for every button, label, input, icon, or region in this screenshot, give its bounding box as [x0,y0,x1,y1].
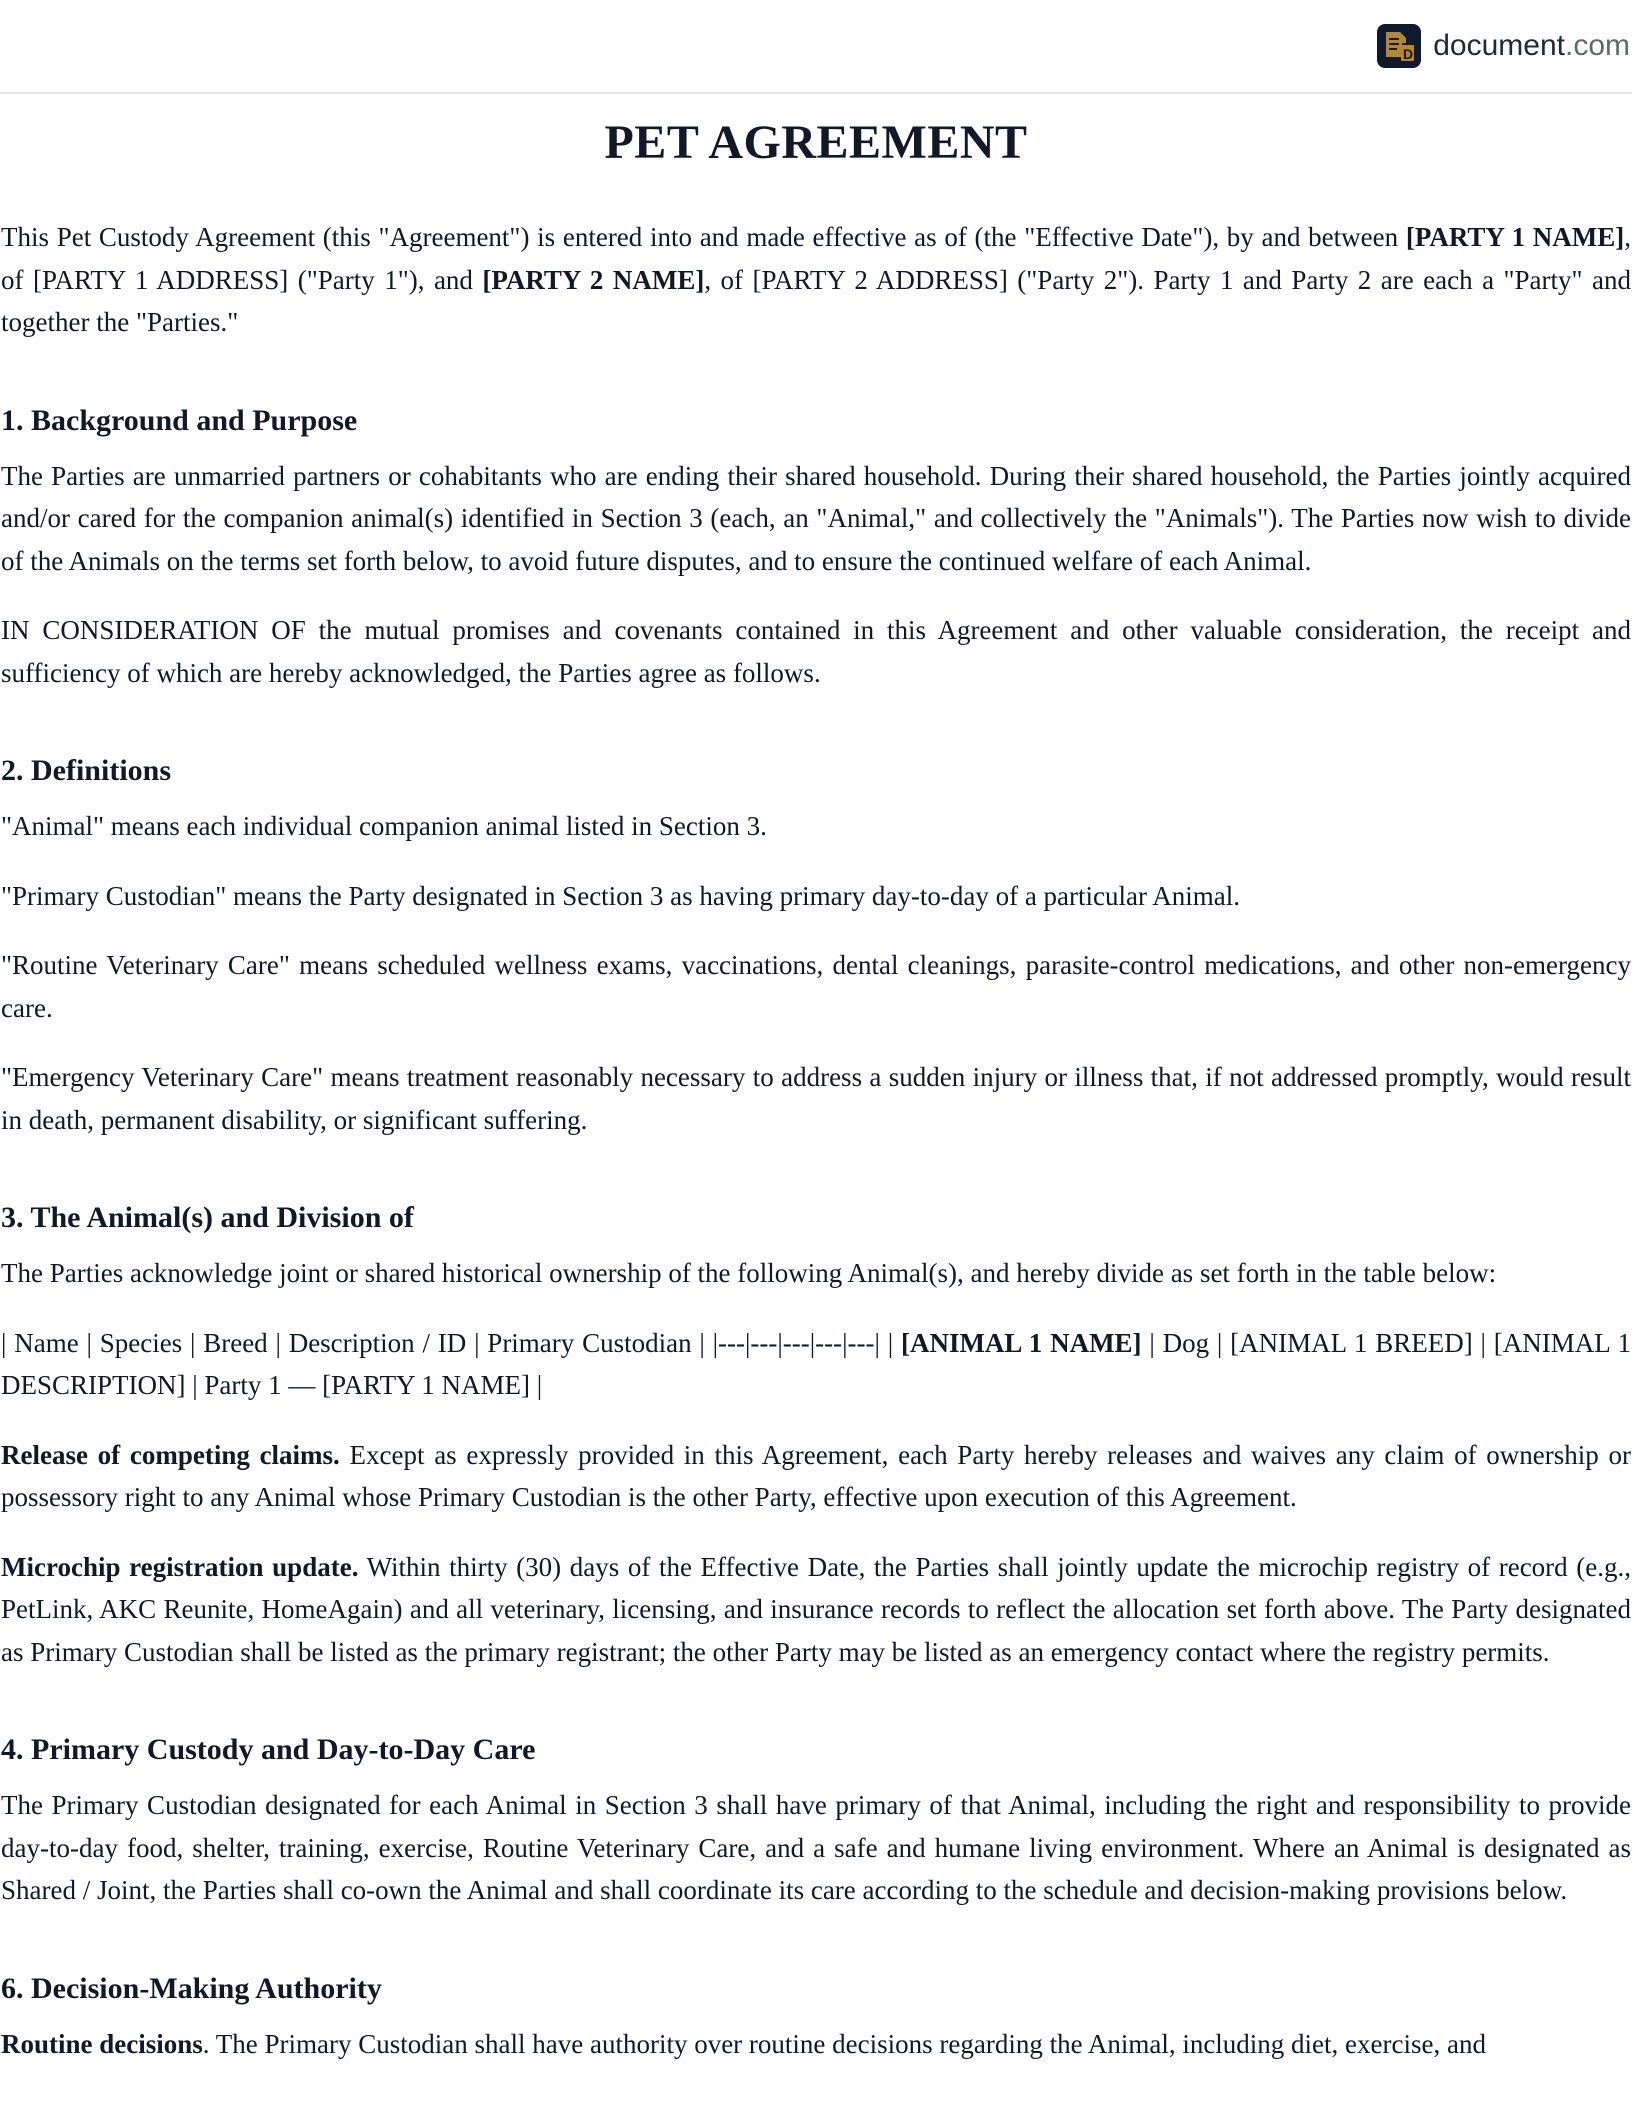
section-heading: 4. Primary Custody and Day-to-Day Care [1,1733,536,1766]
animal-table-text: | Name | Species | Breed | Description / ID | Primary Custodian | |---|---|---|---|---| | [ANIMAL 1 NAME] | Dog | [ANIMAL 1 BREED] | [ANIMAL 1 DESCRIPTION] | Party 1 — [PARTY 1 NAME] | [1,1327,1632,1400]
intro-paragraph: This Pet Custody Agreement (this "Agreement") is entered into and made effective as of (the "Effective Date"), by and between [PARTY 1 NAME], of [PARTY 1 ADDRESS] ("Party 1"), and [PARTY 2 NAME], of [PARTY 2 ADDRESS] ("Party 2"). Party 1 and Party 2 are each a "Party" and together the "Parties." [1,222,1632,337]
brand-logo[interactable] [1377,24,1630,68]
paragraph: IN CONSIDERATION OF the mutual promises and covenants contained in this Agreement and other valuable consideration, the receipt and sufficiency of which are hereby acknowledged, the Parties agree as follows. [1,615,1631,688]
section-heading: 2. Definitions [1,754,172,787]
microchip-clause: Microchip registration update. Within thirty (30) days of the Effective Date, the Parties shall jointly update the microchip registry of record (e.g., PetLink, AKC Reunite, HomeAgain) and all veterinary, licensing, and insurance records to reflect the allocation set forth above. The Party designated as Primary Custodian shall be listed as the primary registrant; the other Party may be listed as an emergency contact where the registry permits. [1,1551,1632,1667]
definition: "Emergency Veterinary Care" means treatment reasonably necessary to address a sudden injury or illness that, if not addressed promptly, would result in death, permanent disability, or significant suffering. [1,1062,1631,1135]
paragraph: The Primary Custodian designated for each Animal in Section 3 shall have primary of that Animal, including the right and responsibility to provide day-to-day food, shelter, training, exercise, Routine Veterinary Care, and a safe and humane living environment. Where an Animal is designated as Shared / Joint, the Parties shall co-own the Animal and shall coordinate its care according to the schedule and decision-making provisions below. [1,1790,1631,1905]
svg-text:D: D [1403,46,1414,62]
routine-decisions-clause: Routine decisions. The Primary Custodian shall have authority over routine decisions regarding the Animal, including diet, exercise, and [1,2028,1486,2059]
paragraph: The Parties acknowledge joint or shared historical ownership of the following Animal(s), and hereby divide as set forth in the table below: [1,1258,1497,1288]
document-title: PET AGREEMENT [604,116,1028,169]
brand-name: document.com [1433,29,1630,62]
definition: "Primary Custodian" means the Party designated in Section 3 as having primary day-to-day of a particular Animal. [1,880,1240,911]
definition: "Animal" means each individual companion animal listed in Section 3. [1,811,767,841]
paragraph: The Parties are unmarried partners or cohabitants who are ending their shared household. During their shared household, the Parties jointly acquired and/or cared for the companion animal(s) identified in Section 3 (each, an "Animal," and collectively the "Animals"). The Parties now wish to divide of the Animals on the terms set forth below, to avoid future disputes, and to ensure the continued welfare of each Animal. [1,460,1631,576]
definition: "Routine Veterinary Care" means scheduled wellness exams, vaccinations, dental cleanings, parasite-control medications, and other non-emergency care. [1,950,1631,1023]
release-clause: Release of competing claims. Except as expressly provided in this Agreement, each Party hereby releases and waives any claim of ownership or possessory right to any Animal whose Primary Custodian is the other Party, effective upon execution of this Agreement. [1,1439,1631,1512]
document-logo-icon [1377,24,1421,68]
section-heading: 1. Background and Purpose [1,403,358,437]
document-body [0,114,1632,2065]
header-bar [0,0,1632,94]
section-heading: 3. The Animal(s) and Division of [1,1201,414,1234]
section-heading: 6. Decision-Making Authority [1,1971,382,2005]
